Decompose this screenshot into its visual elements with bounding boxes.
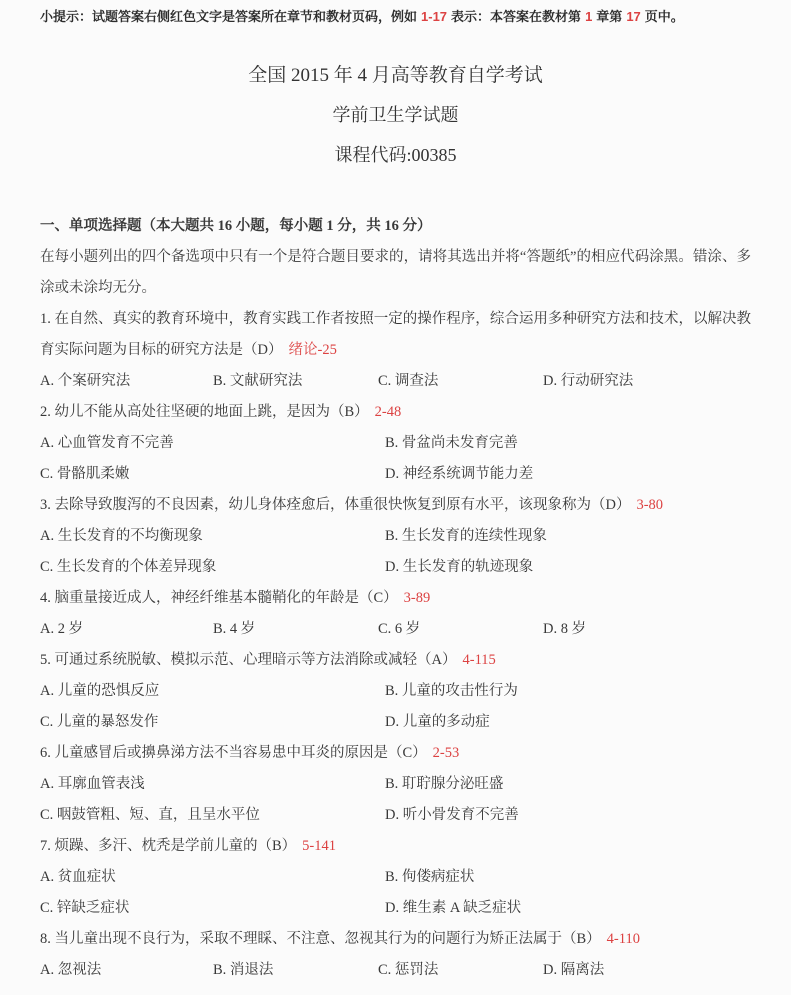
question-7-options [40, 862, 751, 924]
question-3-option-a: A. 生长发育的不均衡现象 [40, 528, 203, 544]
question-6-option-b: B. 耵聍腺分泌旺盛 [385, 776, 504, 792]
question-2 [40, 397, 751, 490]
question-6-option-a: A. 耳廓血管表浅 [40, 776, 145, 792]
question-6-option-d: D. 听小骨发育不完善 [385, 807, 519, 823]
question-4-answer-ref: 3-89 [403, 590, 431, 606]
question-3-option-d: D. 生长发育的轨迹现象 [385, 559, 534, 575]
question-4-text: 4. 脑重量接近成人，神经纤维基本髓鞘化的年龄是（C） [40, 590, 398, 606]
question-1 [40, 304, 751, 397]
hint-prefix: 小提示：试题答案右侧红色文字是答案所在章节和教材页码，例如 [40, 9, 418, 24]
question-6-text: 6. 儿童感冒后或擤鼻涕方法不当容易患中耳炎的原因是（C） [40, 745, 427, 761]
question-3-option-b: B. 生长发育的连续性现象 [385, 528, 547, 544]
question-7-option-c: C. 锌缺乏症状 [40, 900, 130, 916]
hint-chapter-number: 1 [585, 9, 593, 24]
question-4-option-a: A. 2 岁 [40, 621, 84, 637]
question-4-option-d: D. 8 岁 [543, 621, 587, 637]
question-6-stem [40, 738, 751, 769]
question-3-answer-ref: 3-80 [636, 497, 664, 513]
exam-subject: 学前卫生学试题 [332, 105, 459, 125]
question-8-stem [40, 924, 751, 955]
question-2-stem [40, 397, 751, 428]
question-5 [40, 645, 751, 738]
question-3-text: 3. 去除导致腹泻的不良因素，幼儿身体痊愈后，体重很快恢复到原有水平，该现象称为（D） [40, 497, 631, 513]
question-1-option-b: B. 文献研究法 [213, 373, 303, 389]
question-7-option-d: D. 维生素 A 缺乏症状 [385, 900, 522, 916]
question-7-option-a: A. 贫血症状 [40, 869, 116, 885]
question-1-option-a: A. 个案研究法 [40, 373, 131, 389]
question-8-option-a: A. 忽视法 [40, 962, 102, 978]
question-7-stem [40, 831, 751, 862]
question-6-options [40, 769, 751, 831]
question-3 [40, 490, 751, 583]
question-2-option-b: B. 骨盆尚未发育完善 [385, 435, 518, 451]
question-8-text: 8. 当儿童出现不良行为，采取不理睬、不注意、忽视其行为的问题行为矫正法属于（B） [40, 931, 601, 947]
question-1-stem [40, 304, 751, 366]
hint-mid1: 表示：本答案在教材第 [451, 9, 582, 24]
question-8-options [40, 955, 751, 986]
question-7-text: 7. 烦躁、多汗、枕秃是学前儿童的（B） [40, 838, 297, 854]
question-3-options [40, 521, 751, 583]
question-1-text: 1. 在自然、真实的教育环境中，教育实践工作者按照一定的操作程序，综合运用多种研究方法和技术，以解决教育实际问题为目标的研究方法是（D） [40, 311, 751, 358]
question-2-text: 2. 幼儿不能从高处往坚硬的地面上跳，是因为（B） [40, 404, 369, 420]
question-4 [40, 583, 751, 645]
question-8-option-b: B. 消退法 [213, 962, 274, 978]
hint-suffix: 页中。 [644, 9, 684, 24]
question-8-answer-ref: 4-110 [606, 931, 640, 947]
section-instructions: 在每小题列出的四个备选项中只有一个是符合题目要求的，请将其选出并将“答题纸”的相应代码涂黑。错涂、多涂或未涂均无分。 [40, 249, 751, 296]
hint-mid2: 章第 [596, 9, 623, 24]
question-5-text: 5. 可通过系统脱敏、模拟示范、心理暗示等方法消除或减轻（A） [40, 652, 457, 668]
question-1-answer-ref: 绪论-25 [288, 342, 337, 358]
question-5-option-a: A. 儿童的恐惧反应 [40, 683, 160, 699]
question-2-option-d: D. 神经系统调节能力差 [385, 466, 534, 482]
question-5-option-b: B. 儿童的攻击性行为 [385, 683, 518, 699]
course-code: 课程代码:00385 [334, 145, 457, 165]
question-6 [40, 738, 751, 831]
question-3-stem [40, 490, 751, 521]
question-2-option-a: A. 心血管发育不完善 [40, 435, 174, 451]
question-2-answer-ref: 2-48 [374, 404, 402, 420]
question-1-option-c: C. 调查法 [378, 373, 439, 389]
question-4-option-b: B. 4 岁 [213, 621, 256, 637]
question-4-option-c: C. 6 岁 [378, 621, 421, 637]
question-1-options [40, 366, 751, 397]
question-6-option-c: C. 咽鼓管粗、短、直，且呈水平位 [40, 807, 260, 823]
question-8-option-c: C. 惩罚法 [378, 962, 439, 978]
question-5-option-c: C. 儿童的暴怒发作 [40, 714, 159, 730]
question-7-option-b: B. 佝偻病症状 [385, 869, 475, 885]
question-8-option-d: D. 隔离法 [543, 962, 605, 978]
question-5-options [40, 676, 751, 738]
section-heading: 一、单项选择题（本大题共 16 小题，每小题 1 分，共 16 分） [40, 218, 432, 234]
exam-title: 全国 2015 年 4 月高等教育自学考试 [248, 65, 543, 86]
question-4-options [40, 614, 751, 645]
answer-key-hint [40, 8, 751, 26]
question-1-option-d: D. 行动研究法 [543, 373, 634, 389]
question-7 [40, 831, 751, 924]
hint-page-number: 17 [626, 9, 641, 24]
question-4-stem [40, 583, 751, 614]
exam-body [40, 211, 751, 986]
question-3-option-c: C. 生长发育的个体差异现象 [40, 559, 217, 575]
question-5-stem [40, 645, 751, 676]
hint-example-ref: 1-17 [421, 9, 448, 24]
question-5-answer-ref: 4-115 [462, 652, 496, 668]
question-5-option-d: D. 儿童的多动症 [385, 714, 490, 730]
question-7-answer-ref: 5-141 [302, 838, 337, 854]
question-6-answer-ref: 2-53 [432, 745, 460, 761]
question-2-option-c: C. 骨骼肌柔嫩 [40, 466, 130, 482]
question-8 [40, 924, 751, 986]
question-2-options [40, 428, 751, 490]
